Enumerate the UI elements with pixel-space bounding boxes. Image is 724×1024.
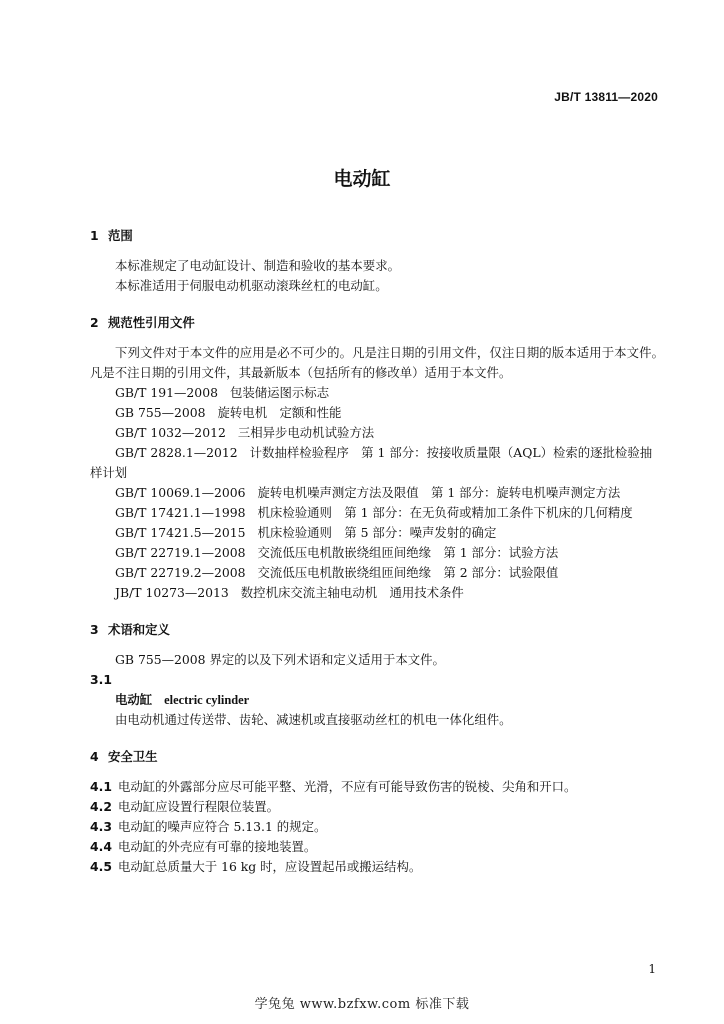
clause-item	[90, 817, 664, 837]
reference-code: GB/T 17421.1—1998	[115, 505, 246, 520]
reference-code: GB/T 1032—2012	[115, 425, 226, 440]
reference-item	[90, 423, 664, 443]
normative-intro-paragraph: 下列文件对于本文件的应用是必不可少的。凡是注日期的引用文件，仅注日期的版本适用于本文件。凡是不注日期的引用文件，其最新版本（包括所有的修改单）适用于本文件。	[90, 345, 664, 380]
clause-item	[90, 777, 664, 797]
reference-item	[90, 583, 664, 603]
section-number: 4	[90, 749, 99, 764]
section-2-heading	[90, 313, 664, 333]
reference-code: GB/T 17421.5—2015	[115, 525, 246, 540]
clause-item	[90, 797, 664, 817]
reference-item	[90, 383, 664, 403]
reference-item	[90, 543, 664, 563]
reference-code: GB/T 22719.1—2008	[115, 545, 246, 560]
scope-paragraph-2: 本标准适用于伺服电动机驱动滚珠丝杠的电动缸。	[115, 278, 388, 293]
document-title: 电动缸	[333, 168, 391, 190]
reference-title: 数控机床交流主轴电动机 通用技术条件	[240, 585, 464, 600]
section-title: 范围	[108, 228, 133, 243]
section-3-heading	[90, 620, 664, 640]
reference-title: 机床检验通则 第 1 部分：在无负荷或精加工条件下机床的几何精度	[257, 505, 633, 520]
reference-code: JB/T 10273—2013	[115, 585, 229, 600]
clause-number: 4.3	[90, 819, 112, 834]
term-number: 3.1	[90, 672, 112, 687]
reference-item	[90, 563, 664, 583]
reference-code: GB/T 2828.1—2012	[115, 445, 238, 460]
scope-paragraph-1: 本标准规定了电动缸设计、制造和验收的基本要求。	[115, 258, 400, 273]
reference-item	[90, 503, 664, 523]
term-name	[90, 690, 664, 710]
section-number: 1	[90, 228, 99, 243]
clause-text: 电动缸的外露部分应尽可能平整、光滑，不应有可能导致伤害的锐棱、尖角和开口。	[118, 779, 577, 794]
clause-number: 4.5	[90, 859, 112, 874]
section-1-heading	[90, 226, 664, 246]
term-name-en: electric cylinder	[164, 693, 250, 707]
reference-code: GB/T 191—2008	[115, 385, 218, 400]
clause-number: 4.1	[90, 779, 112, 794]
section-title: 术语和定义	[108, 622, 170, 637]
reference-item	[90, 523, 664, 543]
clause-text: 电动缸的外壳应有可靠的接地装置。	[118, 839, 317, 854]
standard-number: JB/T 13811—2020	[554, 90, 658, 104]
terms-intro-paragraph: GB 755—2008 界定的以及下列术语和定义适用于本文件。	[115, 652, 445, 667]
section-4-heading	[90, 747, 664, 767]
reference-code: GB 755—2008	[115, 405, 206, 420]
clause-text: 电动缸总质量大于 16 kg 时，应设置起吊或搬运结构。	[118, 859, 422, 874]
clause-number: 4.4	[90, 839, 112, 854]
section-title: 安全卫生	[108, 749, 158, 764]
clause-text: 电动缸应设置行程限位装置。	[118, 799, 280, 814]
page-number: 1	[648, 962, 656, 976]
clause-item	[90, 837, 664, 857]
clause-text: 电动缸的噪声应符合 5.13.1 的规定。	[118, 819, 327, 834]
section-number: 2	[90, 315, 99, 330]
reference-title: 包装储运图示标志	[229, 385, 330, 400]
reference-code: GB/T 22719.2—2008	[115, 565, 246, 580]
term-definition: 由电动机通过传送带、齿轮、减速机或直接驱动丝杠的机电一体化组件。	[115, 712, 512, 727]
reference-code: GB/T 10069.1—2006	[115, 485, 246, 500]
reference-title: 旋转电机 定额和性能	[217, 405, 342, 420]
reference-title: 交流低压电机散嵌绕组匝间绝缘 第 2 部分：试验限值	[257, 565, 559, 580]
reference-item	[90, 403, 664, 423]
reference-title: 旋转电机噪声测定方法及限值 第 1 部分：旋转电机噪声测定方法	[257, 485, 621, 500]
reference-item	[90, 483, 664, 503]
clause-item	[90, 857, 664, 877]
reference-title: 机床检验通则 第 5 部分：噪声发射的确定	[257, 525, 497, 540]
clause-number: 4.2	[90, 799, 112, 814]
section-title: 规范性引用文件	[108, 315, 195, 330]
reference-title: 交流低压电机散嵌绕组匝间绝缘 第 1 部分：试验方法	[257, 545, 559, 560]
document-body	[90, 226, 664, 877]
term-name-zh: 电动缸	[115, 692, 153, 707]
reference-title: 计数抽样检验程序 第 1 部分：按接收质量限（AQL）检索的逐批检验抽样计划	[90, 445, 653, 480]
reference-title: 三相异步电动机试验方法	[237, 425, 375, 440]
site-watermark-link[interactable]: 学兔兔 www.bzfxw.com 标准下载	[254, 997, 470, 1012]
reference-item	[90, 443, 664, 483]
section-number: 3	[90, 622, 99, 637]
